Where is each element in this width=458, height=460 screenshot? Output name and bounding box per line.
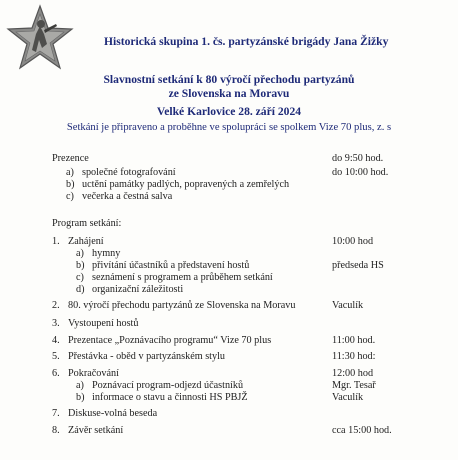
program-item-time: 11:30 hod: bbox=[332, 351, 376, 362]
program-subitem-person: předseda HS bbox=[332, 260, 384, 271]
prezence-time: do 9:50 hod. bbox=[332, 153, 384, 164]
event-title-line1: Slavnostní setkání k 80 výročí přechodu partyzánů bbox=[103, 73, 355, 86]
program-item-text: Pokračování bbox=[68, 368, 119, 379]
program-item-text: 80. výročí přechodu partyzánů ze Slovenska na Moravu bbox=[68, 300, 296, 311]
program-subitem-label: a) bbox=[76, 380, 84, 391]
prezence-item-text: uctění památky padlých, popravených a zemřelých bbox=[82, 179, 290, 190]
partisan-star-logo bbox=[6, 4, 74, 72]
program-item-text: Vystoupení hostů bbox=[68, 318, 139, 329]
program-item-number: 1. bbox=[52, 236, 60, 247]
program-subitem-text: hymny bbox=[92, 248, 121, 259]
program-subitem-label: b) bbox=[76, 392, 85, 403]
program-item-text: Prezentace „Poznávacího programu“ Vize 70 plus bbox=[68, 335, 272, 346]
program-subitem-person: Vaculík bbox=[332, 392, 364, 403]
program-heading: Program setkání: bbox=[52, 218, 122, 229]
program-item-time: cca 15:00 hod. bbox=[332, 425, 392, 436]
prezence-item-text: společné fotografování bbox=[82, 167, 176, 178]
program-subitem-text: Poznávací program-odjezd účastníků bbox=[92, 380, 244, 391]
program-item-text: Přestávka - oběd v partyzánském stylu bbox=[68, 351, 226, 362]
prezence-item-text: večerka a čestná salva bbox=[82, 191, 173, 202]
program-item-number: 6. bbox=[52, 368, 60, 379]
program-subitem-text: přivítání účastníků a představení hostů bbox=[92, 260, 250, 271]
program-subitem-label: b) bbox=[76, 260, 85, 271]
event-subtitle: Setkání je připraveno a proběhne ve spolupráci se spolkem Vize 70 plus, z. s bbox=[66, 122, 392, 133]
program-subitem-person: Mgr. Tesař bbox=[332, 380, 376, 391]
program-item-time: 11:00 hod. bbox=[332, 335, 376, 346]
organization-name: Historická skupina 1. čs. partyzánské brigády Jana Žižky bbox=[104, 35, 389, 48]
program-subitem-label: a) bbox=[76, 248, 84, 259]
program-subitem-text: informace o stavu a činnosti HS PBJŽ bbox=[92, 392, 248, 403]
prezence-item-time: do 10:00 hod. bbox=[332, 167, 389, 178]
program-subitem-label: c) bbox=[76, 272, 84, 283]
program-item-number: 5. bbox=[52, 351, 60, 362]
program-item-text: Závěr setkání bbox=[68, 425, 124, 436]
event-title-line2: ze Slovenska na Moravu bbox=[168, 87, 290, 100]
prezence-item-label: c) bbox=[66, 191, 74, 202]
program-subitem-text: seznámení s programem a průběhem setkání bbox=[92, 272, 273, 283]
prezence-heading: Prezence bbox=[52, 153, 89, 164]
program-item-time: 10:00 hod bbox=[332, 236, 374, 247]
program-item-text: Zahájení bbox=[68, 236, 104, 247]
program-item-person: Vaculík bbox=[332, 300, 364, 311]
program-subitem-text: organizační záležitosti bbox=[92, 284, 184, 295]
program-item-number: 8. bbox=[52, 425, 60, 436]
program-item-number: 4. bbox=[52, 335, 60, 346]
prezence-item-label: a) bbox=[66, 167, 74, 178]
program-item-text: Diskuse-volná beseda bbox=[68, 408, 158, 419]
program-item-time: 12:00 hod bbox=[332, 368, 374, 379]
event-date-line: Velké Karlovice 28. září 2024 bbox=[156, 105, 302, 118]
program-item-number: 3. bbox=[52, 318, 60, 329]
program-item-number: 7. bbox=[52, 408, 60, 419]
prezence-item-label: b) bbox=[66, 179, 75, 190]
program-item-number: 2. bbox=[52, 300, 60, 311]
program-subitem-label: d) bbox=[76, 284, 85, 295]
